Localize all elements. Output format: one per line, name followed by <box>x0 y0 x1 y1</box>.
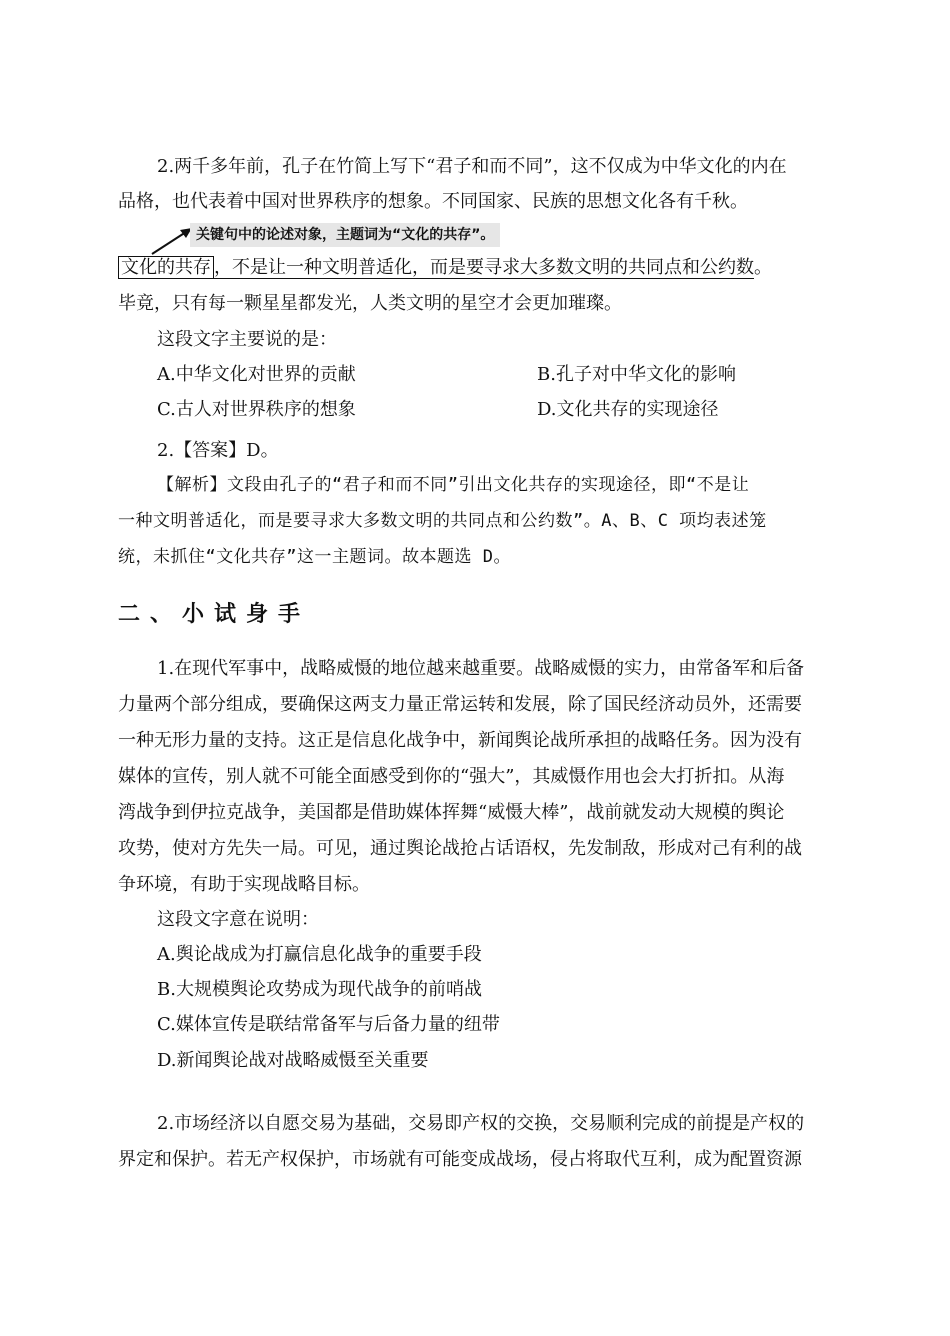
q1-line6: 攻势，使对方先失一局。可见，通过舆论战抢占话语权，先发制敌，形成对己有利的战 <box>118 838 802 859</box>
q2-line2: 界定和保护。若无产权保护，市场就有可能变成战场，侵占将取代互利，成为配置资源 <box>118 1149 802 1170</box>
q2-example-key-sentence <box>118 251 838 285</box>
q1-line2: 力量两个部分组成，要确保这两支力量正常运转和发展，除了国民经济动员外，还需要 <box>118 694 802 715</box>
q1-line5: 湾战争到伊拉克战争，美国都是借助媒体挥舞“威慑大棒”，战前就发动大规模的舆论 <box>118 802 785 823</box>
q1-option-a: A.舆论战成为打赢信息化战争的重要手段 <box>157 944 482 965</box>
q2-example-option-b: B.孔子对中华文化的影响 <box>537 364 736 385</box>
q1-line7: 争环境，有助于实现战略目标。 <box>118 874 370 895</box>
q2-example-answer: 2.【答案】D。 <box>157 440 279 461</box>
q1-option-c: C.媒体宣传是联结常备军与后备力量的纽带 <box>157 1014 500 1035</box>
q1-line4: 媒体的宣传，别人就不可能全面感受到你的“强大”，其威慑作用也会大打折扣。从海 <box>118 766 785 787</box>
section-title: 二、小试身手 <box>118 602 311 627</box>
key-sentence-end: 。 <box>754 257 772 278</box>
q1-option-d: D.新闻舆论战对战略威慑至关重要 <box>157 1050 429 1071</box>
q2-line1: 2.市场经济以自愿交易为基础，交易即产权的交换，交易顺利完成的前提是产权的 <box>157 1113 805 1134</box>
q2-example-analysis-line2: 一种文明普适化，而是要寻求大多数文明的共同点和公约数”。A、B、C 项均表述笼 <box>118 511 767 531</box>
q2-example-option-a: A.中华文化对世界的贡献 <box>157 364 356 385</box>
q1-question: 这段文字意在说明： <box>157 909 319 930</box>
q2-example-question: 这段文字主要说的是： <box>157 329 337 350</box>
q2-example-analysis-line3: 统，未抓住“文化共存”这一主题词。故本题选 D。 <box>118 547 511 567</box>
annotation-note: 关键句中的论述对象，主题词为“文化的共存”。 <box>190 223 500 247</box>
q2-example-paragraph-line1: 2.两千多年前，孔子在竹简上写下“君子和而不同”，这不仅成为中华文化的内在 <box>157 156 787 177</box>
q2-example-paragraph-line4: 毕竟，只有每一颗星星都发光，人类文明的星空才会更加璀璨。 <box>118 293 622 314</box>
q2-example-option-d: D.文化共存的实现途径 <box>537 399 719 420</box>
key-sentence-underlined: ，不是让一种文明普适化，而是要寻求大多数文明的共同点和公约数 <box>214 257 754 278</box>
q1-line1: 1.在现代军事中，战略威慑的地位越来越重要。战略威慑的实力，由常备军和后备 <box>157 658 805 679</box>
q1-option-b: B.大规模舆论攻势成为现代战争的前哨战 <box>157 979 482 1000</box>
q2-example-analysis-line1: 【解析】文段由孔子的“君子和而不同”引出文化共存的实现途径，即“不是让 <box>157 475 750 495</box>
q1-line3: 一种无形力量的支持。这正是信息化战争中，新闻舆论战所承担的战略任务。因为没有 <box>118 730 802 751</box>
q2-example-option-c: C.古人对世界秩序的想象 <box>157 399 356 420</box>
q2-example-paragraph-line2: 品格，也代表着中国对世界秩序的想象。不同国家、民族的思想文化各有千秋。 <box>118 191 748 212</box>
key-subject-box: 文化的共存 <box>118 256 214 279</box>
